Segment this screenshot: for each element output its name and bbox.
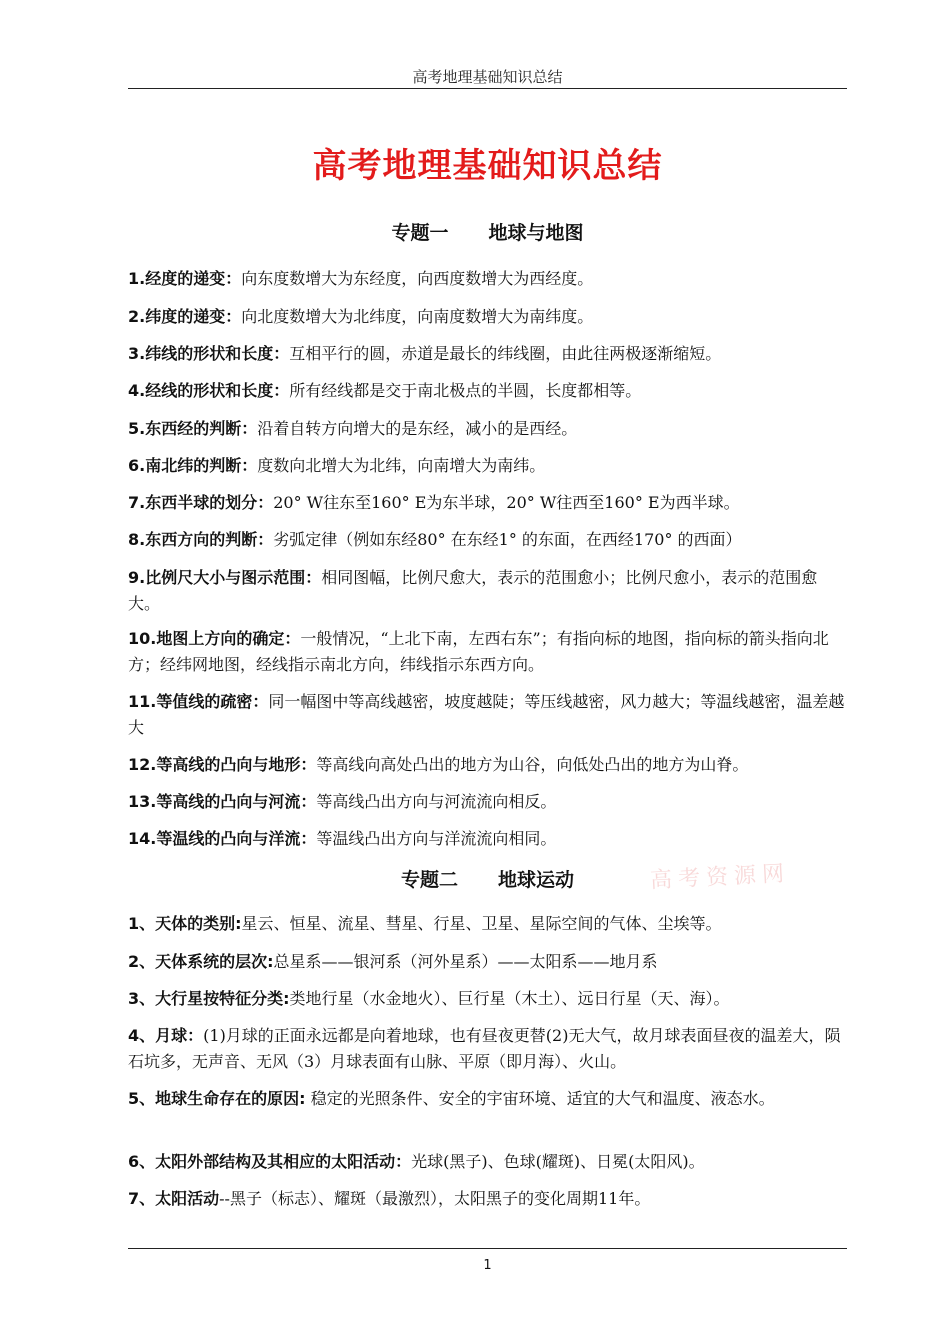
list-item [128, 266, 848, 292]
page-number: 1 [483, 1258, 492, 1273]
item-text: 互相平行的圆，赤道是最长的纬线圈，由此往两极逐渐缩短。 [289, 344, 722, 363]
item-text: 总星系——银河系（河外星系）——太阳系——地月系 [273, 952, 658, 971]
list-item [128, 527, 848, 553]
item-text: 向东度数增大为东经度，向西度数增大为西经度。 [241, 269, 594, 288]
list-item [128, 949, 848, 975]
item-label: 8.东西方向的判断： [128, 530, 274, 549]
item-label: 3、大行星按特征分类: [128, 989, 290, 1008]
list-item [128, 911, 848, 937]
item-label: 13.等高线的凸向与河流： [128, 792, 317, 811]
item-text: 一般情况，“上北下南，左西右东”；有指向标的地图，指向标的箭头指向北方；经纬网地图，经线指示南北方向，纬线指示东西方向。 [128, 629, 829, 674]
list-item [128, 1023, 848, 1075]
item-text: 劣弧定律（例如东经80° 在东经1° 的东面，在西经170° 的西面） [273, 530, 742, 549]
list-item [128, 1186, 848, 1212]
item-label: 5.东西经的判断： [128, 419, 258, 438]
item-label: 10.地图上方向的确定： [128, 629, 301, 648]
item-text: 同一幅图中等高线越密，坡度越陡；等压线越密，风力越大；等温线越密，温差越大 [128, 692, 845, 737]
list-item [128, 689, 848, 741]
item-label: 14.等温线的凸向与洋流： [128, 829, 317, 848]
section-label: 专题二 [400, 869, 458, 891]
section-name: 地球与地图 [488, 222, 584, 244]
item-text: 类地行星（水金地火）、巨行星（木土）、远日行星（天、海）。 [289, 989, 730, 1008]
item-label: 4、月球： [128, 1026, 204, 1045]
section-label: 专题一 [391, 222, 449, 244]
list-item [128, 752, 848, 778]
list-item [128, 490, 848, 516]
list-item [128, 341, 848, 367]
list-item [128, 986, 848, 1012]
item-label: 11.等值线的疏密： [128, 692, 269, 711]
list-item [128, 416, 848, 442]
item-label: 12.等高线的凸向与地形： [128, 755, 317, 774]
list-item [128, 1086, 848, 1112]
item-label: 4.经线的形状和长度： [128, 381, 290, 400]
item-text: 20° W往东至160° E为东半球，20° W往西至160° E为西半球。 [273, 493, 740, 512]
running-header: 高考地理基础知识总结 [412, 68, 563, 86]
item-label: 6.南北纬的判断： [128, 456, 258, 475]
item-text: 相同图幅，比例尺愈大，表示的范围愈小；比例尺愈小，表示的范围愈大。 [128, 568, 818, 613]
list-item [128, 565, 848, 617]
section-name: 地球运动 [498, 869, 575, 891]
item-text: --黑子（标志）、耀斑（最激烈），太阳黑子的变化周期11年。 [219, 1189, 651, 1208]
item-text: 所有经线都是交于南北极点的半圆，长度都相等。 [289, 381, 642, 400]
item-text: 等高线向高处凸出的地方为山谷，向低处凸出的地方为山脊。 [316, 755, 749, 774]
document-title: 高考地理基础知识总结 [312, 146, 663, 186]
item-text: 光球(黑子)、色球(耀斑)、日冕(太阳风)。 [411, 1152, 705, 1171]
item-label: 5、地球生命存在的原因: [128, 1089, 306, 1108]
list-item [128, 453, 848, 479]
item-text: 等温线凸出方向与洋流流向相同。 [316, 829, 557, 848]
list-item [128, 304, 848, 330]
item-label: 1.经度的递变： [128, 269, 242, 288]
item-label: 7、太阳活动 [128, 1189, 220, 1208]
list-item [128, 626, 848, 678]
item-text: 沿着自转方向增大的是东经，减小的是西经。 [257, 419, 578, 438]
list-item [128, 378, 848, 404]
item-text: 稳定的光照条件、安全的宇宙环境、适宜的大气和温度、液态水。 [305, 1089, 775, 1108]
list-item [128, 826, 848, 852]
item-text: (1)月球的正面永远都是向着地球，也有昼夜更替(2)无大气，故月球表面昼夜的温差大，陨石坑多，无声音、无风（3）月球表面有山脉、平原（即月海）、火山。 [128, 1026, 841, 1071]
item-text: 等高线凸出方向与河流流向相反。 [316, 792, 557, 811]
item-text: 星云、恒星、流星、彗星、行星、卫星、星际空间的气体、尘埃等。 [241, 914, 722, 933]
item-label: 6、太阳外部结构及其相应的太阳活动： [128, 1152, 412, 1171]
section-title-1 [128, 218, 847, 245]
item-label: 2、天体系统的层次: [128, 952, 274, 971]
watermark-stamp: 高考资源网 [649, 861, 791, 894]
item-label: 1、天体的类别: [128, 914, 242, 933]
item-text: 向北度数增大为北纬度，向南度数增大为南纬度。 [241, 307, 594, 326]
header-rule [128, 88, 847, 89]
item-label: 9.比例尺大小与图示范围： [128, 568, 322, 587]
footer-rule [128, 1248, 847, 1249]
list-item [128, 1149, 848, 1175]
item-text: 度数向北增大为北纬，向南增大为南纬。 [257, 456, 546, 475]
item-label: 3.纬线的形状和长度： [128, 344, 290, 363]
item-label: 7.东西半球的划分： [128, 493, 274, 512]
item-label: 2.纬度的递变： [128, 307, 242, 326]
list-item [128, 789, 848, 815]
